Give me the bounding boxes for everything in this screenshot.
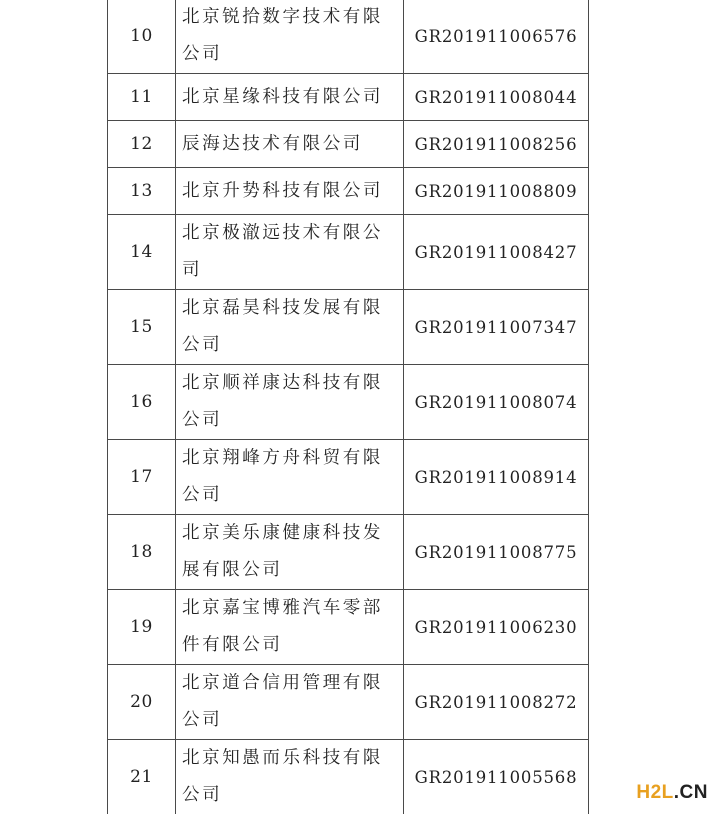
certificate-number: GR201911008809 — [404, 168, 589, 215]
row-number: 13 — [108, 168, 176, 215]
company-name: 辰海达技术有限公司 — [176, 121, 404, 168]
table-row — [108, 740, 589, 814]
row-number: 12 — [108, 121, 176, 168]
certificate-number: GR201911008044 — [404, 74, 589, 121]
table-row — [108, 440, 589, 515]
row-number: 17 — [108, 440, 176, 515]
certificate-number: GR201911006230 — [404, 590, 589, 665]
table-row — [108, 121, 589, 168]
table-row — [108, 0, 589, 74]
certificate-number: GR201911007347 — [404, 290, 589, 365]
row-number: 20 — [108, 665, 176, 740]
company-table — [107, 0, 589, 814]
company-name: 北京翔峰方舟科贸有限公司 — [176, 440, 404, 515]
table-row — [108, 590, 589, 665]
company-name: 北京锐拾数字技术有限公司 — [176, 0, 404, 74]
row-number: 19 — [108, 590, 176, 665]
company-name: 北京磊昊科技发展有限公司 — [176, 290, 404, 365]
row-number: 11 — [108, 74, 176, 121]
certificate-number: GR201911006576 — [404, 0, 589, 74]
certificate-number: GR201911005568 — [404, 740, 589, 814]
table-row — [108, 290, 589, 365]
table-row — [108, 665, 589, 740]
table-row — [108, 365, 589, 440]
certificate-number: GR201911008256 — [404, 121, 589, 168]
table-row — [108, 215, 589, 290]
row-number: 21 — [108, 740, 176, 814]
row-number: 10 — [108, 0, 176, 74]
certificate-number: GR201911008272 — [404, 665, 589, 740]
company-name: 北京星缘科技有限公司 — [176, 74, 404, 121]
row-number: 15 — [108, 290, 176, 365]
table-row — [108, 168, 589, 215]
row-number: 16 — [108, 365, 176, 440]
company-name: 北京道合信用管理有限公司 — [176, 665, 404, 740]
certificate-number: GR201911008775 — [404, 515, 589, 590]
certificate-number: GR201911008427 — [404, 215, 589, 290]
company-name: 北京极澈远技术有限公司 — [176, 215, 404, 290]
company-name: 北京嘉宝博雅汽车零部件有限公司 — [176, 590, 404, 665]
certificate-number: GR201911008914 — [404, 440, 589, 515]
certificate-number: GR201911008074 — [404, 365, 589, 440]
company-name: 北京美乐康健康科技发展有限公司 — [176, 515, 404, 590]
watermark-brand: H2L — [636, 782, 674, 803]
table-row — [108, 74, 589, 121]
company-name: 北京知愚而乐科技有限公司 — [176, 740, 404, 814]
company-name: 北京顺祥康达科技有限公司 — [176, 365, 404, 440]
row-number: 18 — [108, 515, 176, 590]
watermark-domain: .CN — [673, 782, 708, 803]
table-row — [108, 515, 589, 590]
site-watermark — [636, 782, 708, 804]
company-name: 北京升势科技有限公司 — [176, 168, 404, 215]
row-number: 14 — [108, 215, 176, 290]
